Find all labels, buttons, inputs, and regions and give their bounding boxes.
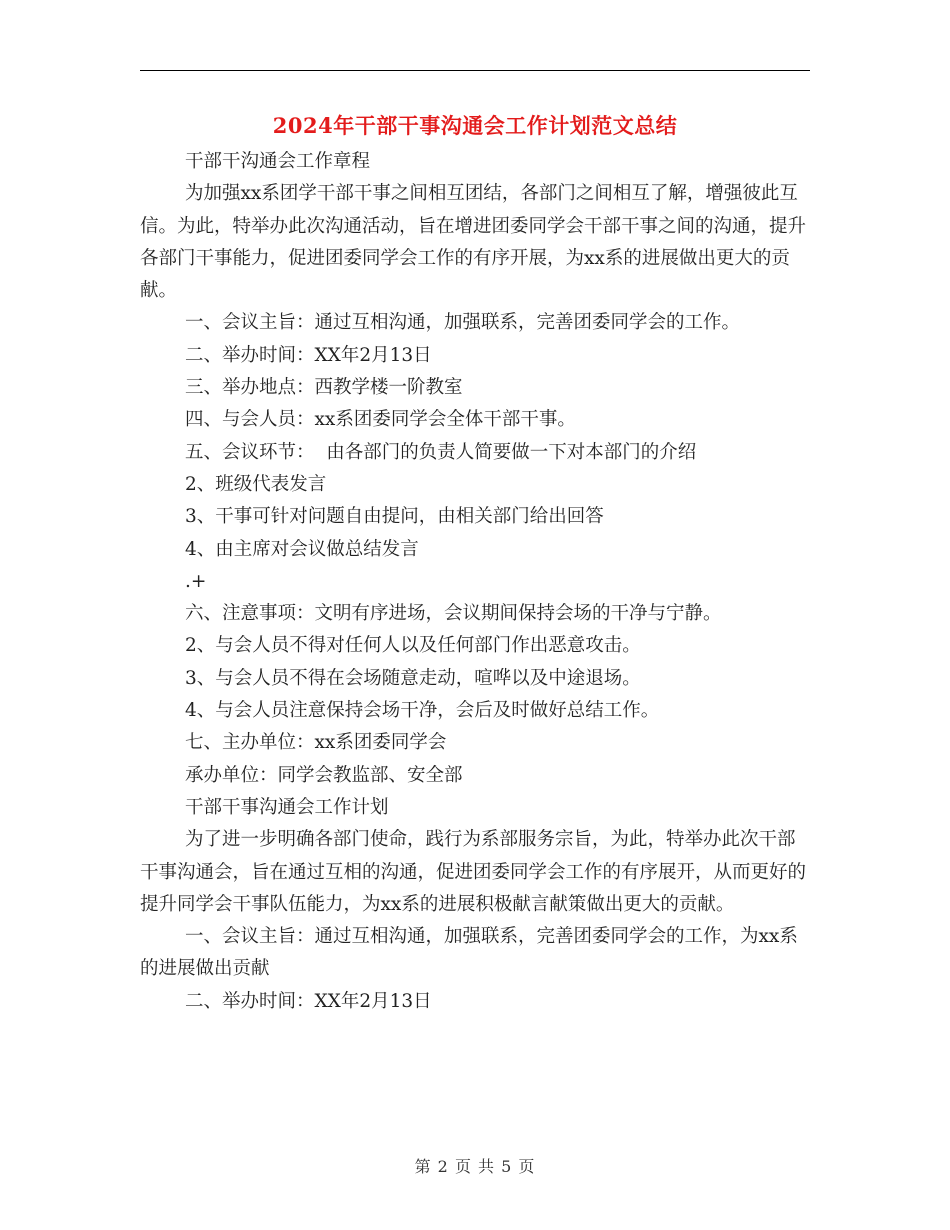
paragraph: 为了进一步明确各部门使命，践行为系部服务宗旨，为此，特举办此次干部干事沟通会，旨在通过互相的沟通，促进团委同学会工作的有序展开，从而更好的提升同学会干事队伍能力，为xx系的进展积极献言献策做出更大的贡献。: [140, 829, 807, 915]
list-item: 2、与会人员不得对任何人以及任何部门作出恶意攻击。: [185, 635, 641, 657]
paragraph: 二、举办时间：XX年2月13日: [185, 990, 432, 1012]
section-heading: 干部干沟通会工作章程: [185, 151, 371, 172]
list-item: 4、与会人员注意保持会场干净，会后及时做好总结工作。: [185, 700, 660, 722]
header-rule: [140, 70, 810, 71]
section-heading: 干部干事沟通会工作计划: [185, 796, 389, 818]
paragraph: 六、注意事项：文明有序进场，会议期间保持会场的干净与宁静。: [185, 603, 722, 625]
paragraph: 一、会议主旨：通过互相沟通，加强联系，完善团委同学会的工作。: [185, 312, 741, 334]
paragraph: 四、与会人员：xx系团委同学会全体干部干事。: [185, 409, 576, 431]
paragraph: 七、主办单位：xx系团委同学会: [185, 732, 447, 754]
list-item: 2、班级代表发言: [185, 473, 327, 495]
paragraph: 二、举办时间：XX年2月13日: [185, 344, 432, 366]
paragraph: 一、会议主旨：通过互相沟通，加强联系，完善团委同学会的工作，为xx系的进展做出贡献: [140, 926, 798, 980]
paragraph: 承办单位：同学会教监部、安全部: [185, 764, 463, 786]
paragraph: 三、举办地点：西教学楼一阶教室: [185, 377, 463, 399]
list-item: 3、与会人员不得在会场随意走动，喧哗以及中途退场。: [185, 667, 641, 689]
list-item: 3、干事可针对问题自由提问，由相关部门给出回答: [185, 506, 604, 528]
paragraph: .+: [185, 570, 207, 592]
page-number-footer: 第 2 页 共 5 页: [414, 1157, 536, 1176]
paragraph: 五、会议环节： 由各部门的负责人简要做一下对本部门的介绍: [185, 441, 697, 463]
list-item: 4、由主席对会议做总结发言: [185, 538, 419, 560]
paragraph: 为加强xx系团学干部干事之间相互团结，各部门之间相互了解，增强彼此互信。为此，特举办此次沟通活动，旨在增进团委同学会干部干事之间的沟通，提升各部门干事能力，促进团委同学会工作的有序开展，为xx系的进展做出更大的贡献。: [140, 183, 807, 302]
document-body: [140, 146, 810, 1018]
document-title: 2024年干部干事沟通会工作计划范文总结: [272, 113, 678, 138]
